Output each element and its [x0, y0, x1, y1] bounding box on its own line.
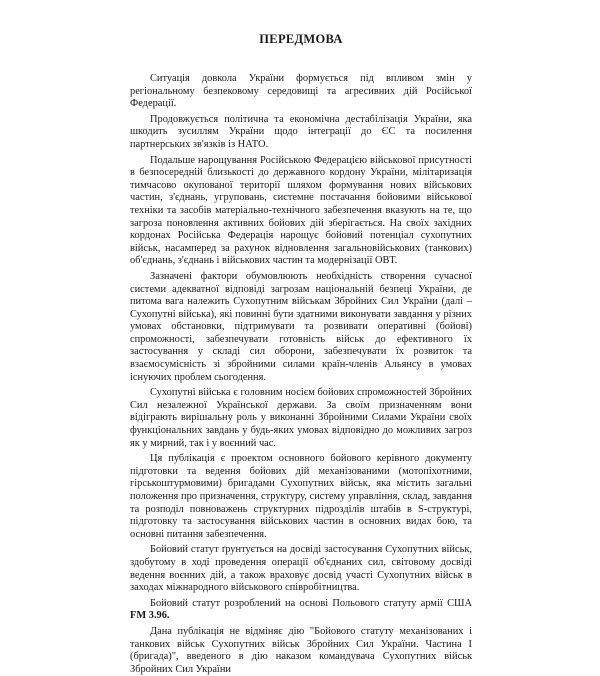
- page-title: ПЕРЕДМОВА: [259, 32, 343, 46]
- paragraph-8-bold: FM 3.96.: [130, 610, 170, 622]
- paragraph-5: Сухопутні війська є головним носієм бойових спроможностей Збройних Сил незалежної Української держави. За своїм призначенням вони відіграють вирішальну роль у виконанні Збройними Силами України своїх функціональних завдань у будь-яких умовах відповідно до можливих загроз як у мирний, так і у воєнний час.: [130, 387, 472, 449]
- paragraph-2: Продовжується політична та економічна дестабілізація України, яка шкодить зусиллям України щодо інтеграції до ЄС та посилення партнерських зв'язків із НАТО.: [130, 113, 472, 150]
- paragraph-7: Бойовий статут ґрунтується на досвіді застосування Сухопутних військ, здобутому в ході проведення операції об'єднаних сил, світовому досвіді ведення воєнних дій, а також враховує досвід участі Сухопутних військ в заходах міжнародного військового співробітництва.: [130, 544, 472, 594]
- paragraph-4: Зазначені фактори обумовлюють необхідність створення сучасної системи адекватної відповіді загрозам національній безпеці України, де питома вага належить Сухопутним військам Збройних Сил України (далі – Сухопутні війська), які повинні бути здатними виконувати завдання у різних умовах обстановки, підтримувати та розвивати оперативні (бойові) спроможності, забезпечувати готовність військ до ефективного їх застосування у складі сил оборони, забезпечувати їх розвиток та взаємосумісність зі збройними силами країн-членів Альянсу в умовах існуючих проблем сьогодення.: [130, 270, 472, 383]
- paragraph-8-text: Бойовий статут розроблений на основі Польового статуту армії США: [150, 597, 472, 609]
- paragraph-9: Дана публікація не відміняє дію "Бойового статуту механізованих і танкових військ Сухопутних військ Збройних Сил України. Частина I (бригада)", введеного в дію наказом командувача Сухопутних військ Збройних Сил України: [130, 625, 472, 675]
- paragraph-6: Ця публікація є проектом основного бойового керівного документу підготовки та ведення бойових дій механізованими (мотопіхотними, гірськоштурмовими) бригадами Сухопутних військ, яка містить загальні положення про призначення, структуру, систему управління, склад, завдання та розподіл повноважень структурних підрозділів штабів в S-структурі, підготовку та застосування військових частин в основних видах бою, та основні питання забезпечення.: [130, 453, 472, 540]
- paragraph-8: [130, 598, 472, 623]
- paragraph-1: Ситуація довкола України формується під впливом змін у регіональному безпековому середовищі та агресивних дій Російської Федерації.: [130, 73, 472, 110]
- paragraph-3: Подальше нарощування Російською Федерацією військової присутності в безпосередній близькості до державного кордону України, мілітаризація тимчасово окупованої території шляхом формування нових військових частин, з'єднань, угруповань, системне постачання бойовими військової техніки та засобів матеріально-технічного забезпечення вказують на те, що загроза поновлення активних бойових дій зберігається. На своїх західних кордонах Російська Федерація нарощує бойовий потенціал сухопутних військ, насамперед за рахунок відновлення загальновійськових (танкових) об'єднань, з'єднань і військових частин та модернізації ОВТ.: [130, 154, 472, 267]
